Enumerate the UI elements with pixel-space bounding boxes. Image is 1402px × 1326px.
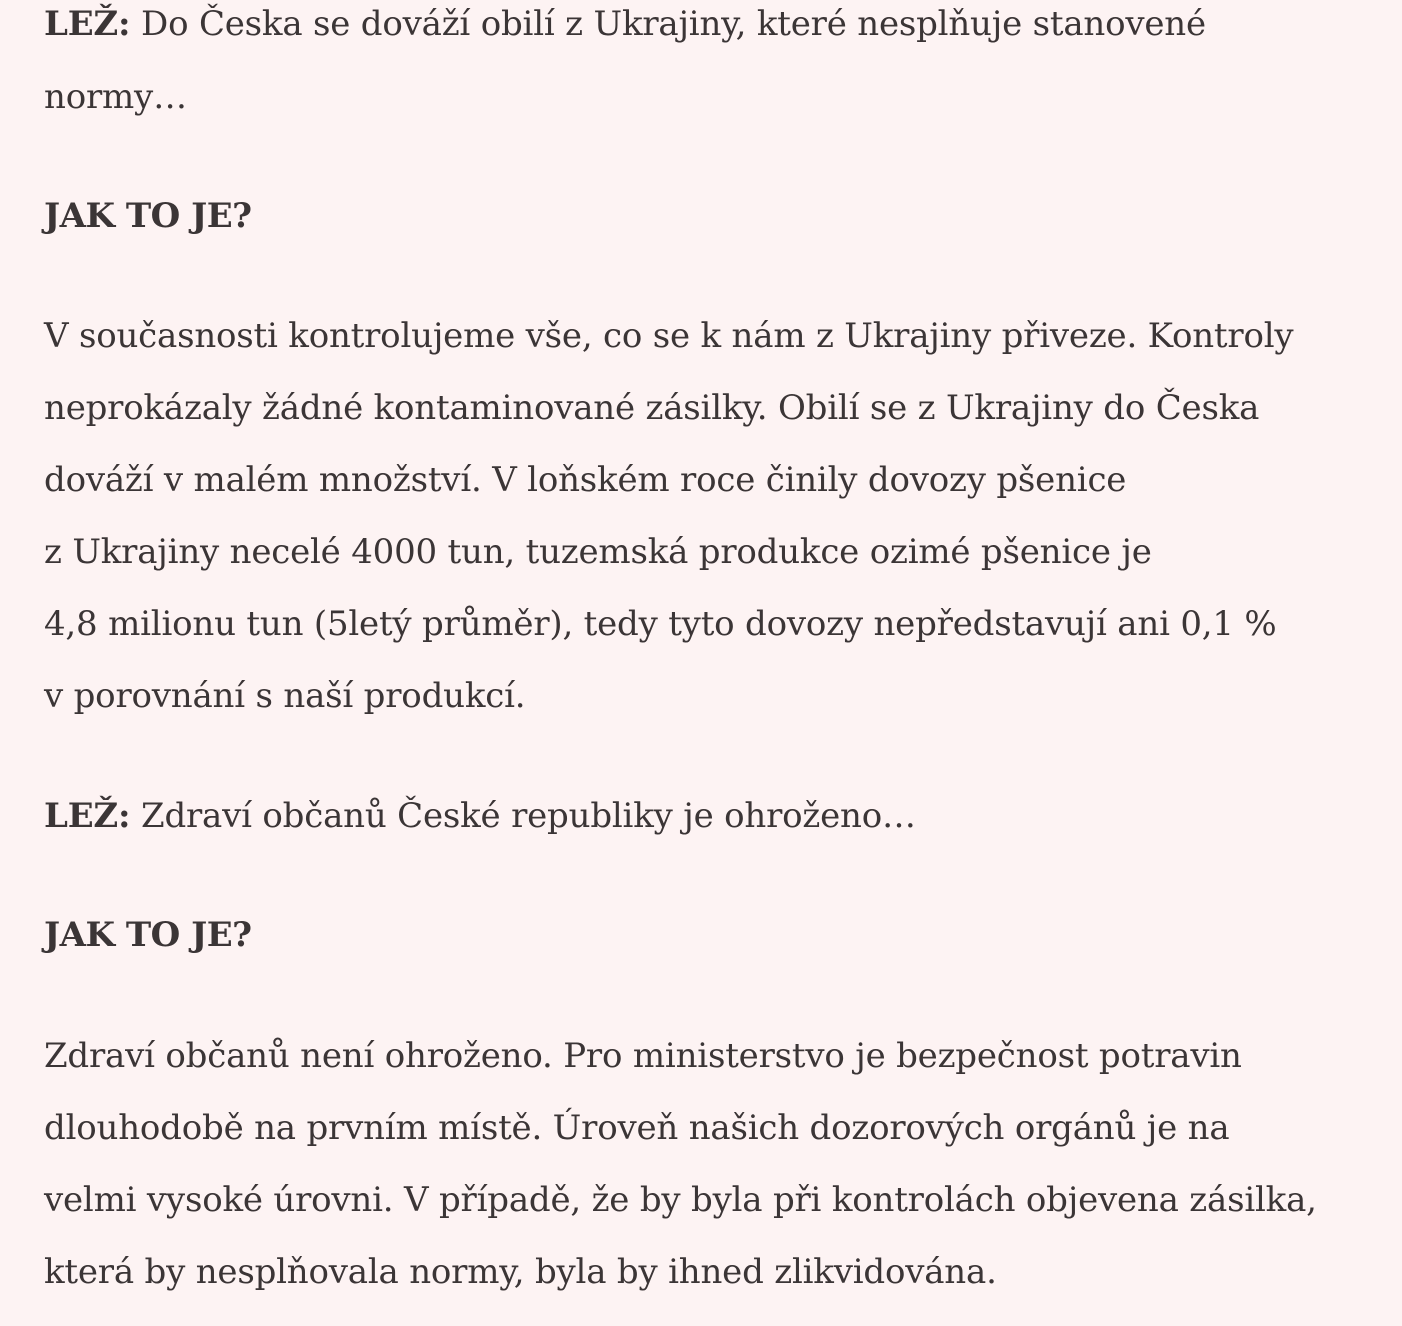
section-heading-2: JAK TO JE? — [44, 915, 252, 955]
answer-1-line-3: dováží v malém množství. V loňském roce činily dovozy pšenice — [44, 460, 1127, 500]
answer-2-line-1: Zdraví občanů není ohroženo. Pro ministerstvo je bezpečnost potravin — [44, 1036, 1242, 1076]
claim-2-label: LEŽ: — [44, 796, 131, 836]
claim-1-label: LEŽ: — [44, 4, 131, 44]
answer-1-line-1: V současnosti kontrolujeme vše, co se k nám z Ukrajiny přiveze. Kontroly — [44, 316, 1294, 356]
answer-2-line-2: dlouhodobě na prvním místě. Úroveň našich dozorových orgánů je na — [44, 1108, 1230, 1148]
claim-2-text: Zdraví občanů České republiky je ohroženo… — [130, 796, 916, 836]
answer-1-line-2: neprokázaly žádné kontaminované zásilky. Obilí se z Ukrajiny do Česka — [44, 388, 1260, 428]
claim-1-text: Do Česka se dováží obilí z Ukrajiny, které nesplňuje stanovené — [130, 4, 1206, 44]
answer-1-line-4: z Ukrajiny necelé 4000 tun, tuzemská produkce ozimé pšenice je — [44, 532, 1152, 572]
answer-2-line-3: velmi vysoké úrovni. V případě, že by byla při kontrolách objevena zásilka, — [44, 1180, 1317, 1220]
claim-1-line-2: normy… — [44, 77, 187, 117]
answer-1-line-5: 4,8 milionu tun (5letý průměr), tedy tyto dovozy nepředstavují ani 0,1 % — [44, 604, 1277, 644]
claim-2-line — [44, 796, 916, 836]
answer-2-line-4: která by nesplňovala normy, byla by ihned zlikvidována. — [44, 1252, 997, 1292]
claim-1-line-1 — [44, 4, 1206, 44]
answer-1-line-6: v porovnání s naší produkcí. — [44, 676, 526, 716]
section-heading-1: JAK TO JE? — [44, 196, 252, 236]
